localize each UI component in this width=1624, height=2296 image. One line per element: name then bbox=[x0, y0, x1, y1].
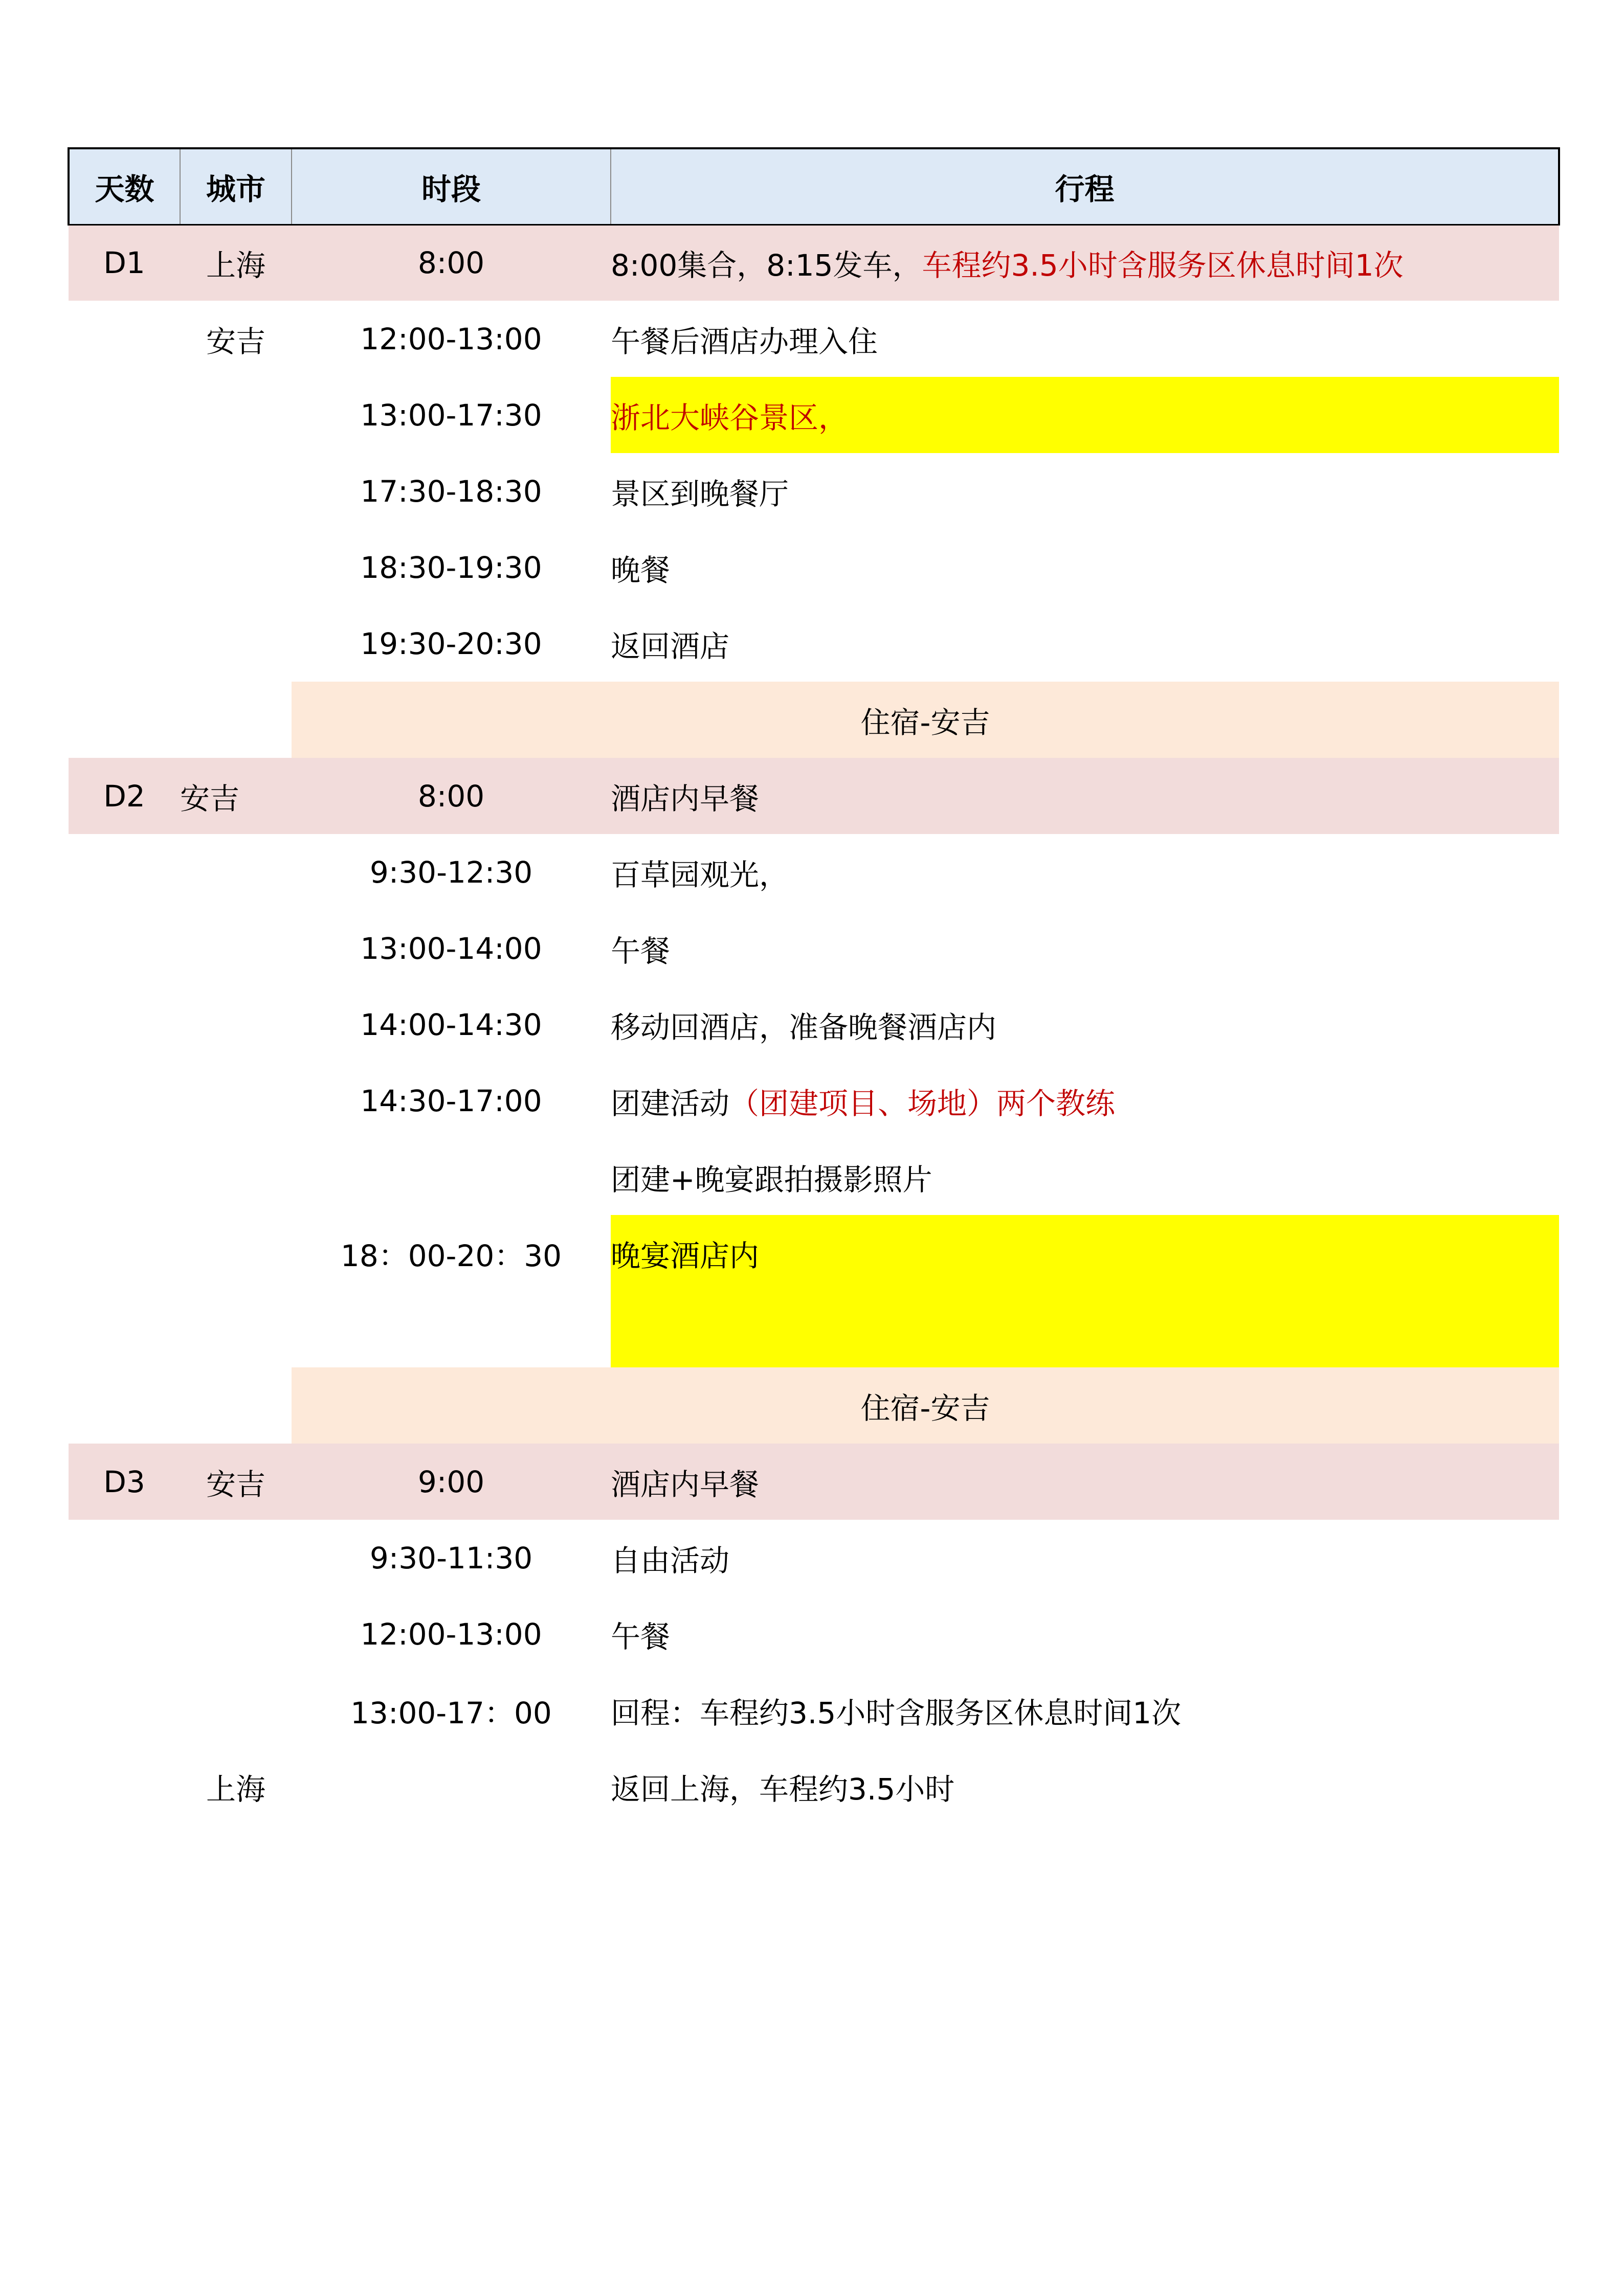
plan-cell: 团建+晚宴跟拍摄影照片 bbox=[611, 1162, 932, 1197]
city-cell bbox=[180, 1139, 292, 1215]
city-cell bbox=[180, 1596, 292, 1672]
lodging-cell: 住宿-安吉 bbox=[292, 682, 1559, 758]
city-cell bbox=[180, 453, 292, 529]
time-cell: 9:30-12:30 bbox=[369, 854, 533, 890]
city-cell bbox=[180, 377, 292, 453]
city-cell bbox=[180, 1367, 292, 1444]
lodging-row bbox=[69, 682, 1559, 758]
plan-cell bbox=[611, 224, 1559, 301]
city-cell bbox=[180, 682, 292, 758]
day-cell: D2 bbox=[69, 758, 180, 834]
header-day: 天数 bbox=[69, 148, 180, 224]
day-cell bbox=[69, 1139, 180, 1215]
time-cell: 14:30-17:00 bbox=[360, 1083, 542, 1118]
table-row bbox=[69, 1520, 1559, 1596]
lodging-cell: 住宿-安吉 bbox=[292, 1367, 1559, 1444]
plan-text: 8:00集合，8:15发车， bbox=[611, 248, 922, 283]
time-cell: 13:00-17:30 bbox=[360, 397, 542, 433]
plan-cell bbox=[611, 1063, 1559, 1139]
city-cell: 安吉 bbox=[206, 324, 265, 359]
table-row bbox=[69, 1748, 1559, 1825]
day-cell bbox=[69, 1291, 180, 1367]
time-cell: 12:00-13:00 bbox=[360, 321, 542, 356]
time-cell bbox=[292, 1139, 611, 1215]
day-cell: D3 bbox=[69, 1444, 180, 1520]
city-cell: 上海 bbox=[206, 1771, 265, 1807]
table-row bbox=[69, 1063, 1559, 1139]
table-row bbox=[69, 529, 1559, 605]
plan-cell: 景区到晚餐厅 bbox=[611, 476, 789, 511]
day-cell bbox=[69, 1672, 180, 1748]
city-cell: 安吉 bbox=[180, 758, 292, 834]
city-cell bbox=[180, 910, 292, 986]
itinerary-table bbox=[68, 147, 1560, 1825]
table-row bbox=[69, 224, 1559, 301]
time-cell: 13:00-17：00 bbox=[350, 1695, 552, 1730]
table-row bbox=[69, 1291, 1559, 1367]
plan-cell: 浙北大峡谷景区， bbox=[611, 377, 1559, 453]
header-time: 时段 bbox=[292, 148, 611, 224]
day-cell bbox=[69, 377, 180, 453]
time-cell: 19:30-20:30 bbox=[360, 626, 542, 661]
lodging-row bbox=[69, 1367, 1559, 1444]
time-cell: 8:00 bbox=[292, 758, 611, 834]
day-cell bbox=[69, 605, 180, 682]
time-cell: 9:00 bbox=[292, 1444, 611, 1520]
table-row bbox=[69, 758, 1559, 834]
plan-cell: 回程：车程约3.5小时含服务区休息时间1次 bbox=[611, 1695, 1182, 1730]
table-row bbox=[69, 1139, 1559, 1215]
plan-cell: 移动回酒店，准备晚餐酒店内 bbox=[611, 1009, 997, 1045]
time-cell bbox=[292, 1291, 611, 1367]
city-cell bbox=[180, 1063, 292, 1139]
plan-note: （团建项目、场地）两个教练 bbox=[729, 1086, 1116, 1121]
city-cell bbox=[180, 1215, 292, 1291]
city-cell bbox=[180, 1291, 292, 1367]
plan-cell: 午餐 bbox=[611, 933, 671, 969]
time-cell: 17:30-18:30 bbox=[360, 474, 542, 509]
day-cell bbox=[69, 1063, 180, 1139]
table-row bbox=[69, 1672, 1559, 1748]
city-cell bbox=[180, 1520, 292, 1596]
time-cell: 18：00-20：30 bbox=[340, 1238, 562, 1273]
time-cell: 8:00 bbox=[292, 224, 611, 301]
day-cell bbox=[69, 1215, 180, 1291]
day-cell: D1 bbox=[69, 224, 180, 301]
city-cell bbox=[180, 529, 292, 605]
day-cell bbox=[69, 453, 180, 529]
day-cell bbox=[69, 986, 180, 1063]
plan-cell: 晚宴酒店内 bbox=[611, 1215, 1559, 1291]
table-row bbox=[69, 834, 1559, 910]
table-row bbox=[69, 453, 1559, 529]
header-row bbox=[69, 148, 1559, 224]
day-cell bbox=[69, 1748, 180, 1825]
city-cell: 上海 bbox=[180, 224, 292, 301]
day-cell bbox=[69, 529, 180, 605]
plan-cell: 返回上海，车程约3.5小时 bbox=[611, 1771, 955, 1807]
table-row bbox=[69, 605, 1559, 682]
plan-cell: 返回酒店 bbox=[611, 628, 730, 664]
time-cell: 12:00-13:00 bbox=[360, 1616, 542, 1652]
table-row bbox=[69, 1596, 1559, 1672]
day-cell bbox=[69, 301, 180, 377]
city-cell bbox=[180, 834, 292, 910]
header-city: 城市 bbox=[180, 148, 292, 224]
table-row bbox=[69, 986, 1559, 1063]
plan-cell: 百草园观光， bbox=[611, 857, 789, 892]
plan-cell bbox=[611, 1291, 1559, 1367]
table-row bbox=[69, 377, 1559, 453]
time-cell: 14:00-14:30 bbox=[360, 1007, 542, 1042]
plan-cell: 午餐 bbox=[611, 1619, 671, 1654]
plan-cell: 午餐后酒店办理入住 bbox=[611, 324, 878, 359]
plan-cell: 晚餐 bbox=[611, 552, 671, 588]
day-cell bbox=[69, 1367, 180, 1444]
time-cell: 18:30-19:30 bbox=[360, 550, 542, 585]
plan-cell: 酒店内早餐 bbox=[611, 1444, 1559, 1520]
day-cell bbox=[69, 834, 180, 910]
header-plan: 行程 bbox=[611, 148, 1559, 224]
table-row bbox=[69, 910, 1559, 986]
time-cell: 9:30-11:30 bbox=[369, 1540, 533, 1575]
time-cell: 13:00-14:00 bbox=[360, 931, 542, 966]
day-cell bbox=[69, 1520, 180, 1596]
plan-text: 团建活动 bbox=[611, 1086, 730, 1121]
plan-cell: 酒店内早餐 bbox=[611, 758, 1559, 834]
city-cell: 安吉 bbox=[180, 1444, 292, 1520]
city-cell bbox=[180, 1672, 292, 1748]
plan-cell: 自由活动 bbox=[611, 1543, 730, 1578]
day-cell bbox=[69, 1596, 180, 1672]
day-cell bbox=[69, 910, 180, 986]
city-cell bbox=[180, 605, 292, 682]
table-row bbox=[69, 1444, 1559, 1520]
day-cell bbox=[69, 682, 180, 758]
table-row bbox=[69, 301, 1559, 377]
city-cell bbox=[180, 986, 292, 1063]
plan-note: 车程约3.5小时含服务区休息时间1次 bbox=[922, 248, 1404, 283]
table-row bbox=[69, 1215, 1559, 1291]
time-cell bbox=[292, 1748, 611, 1825]
